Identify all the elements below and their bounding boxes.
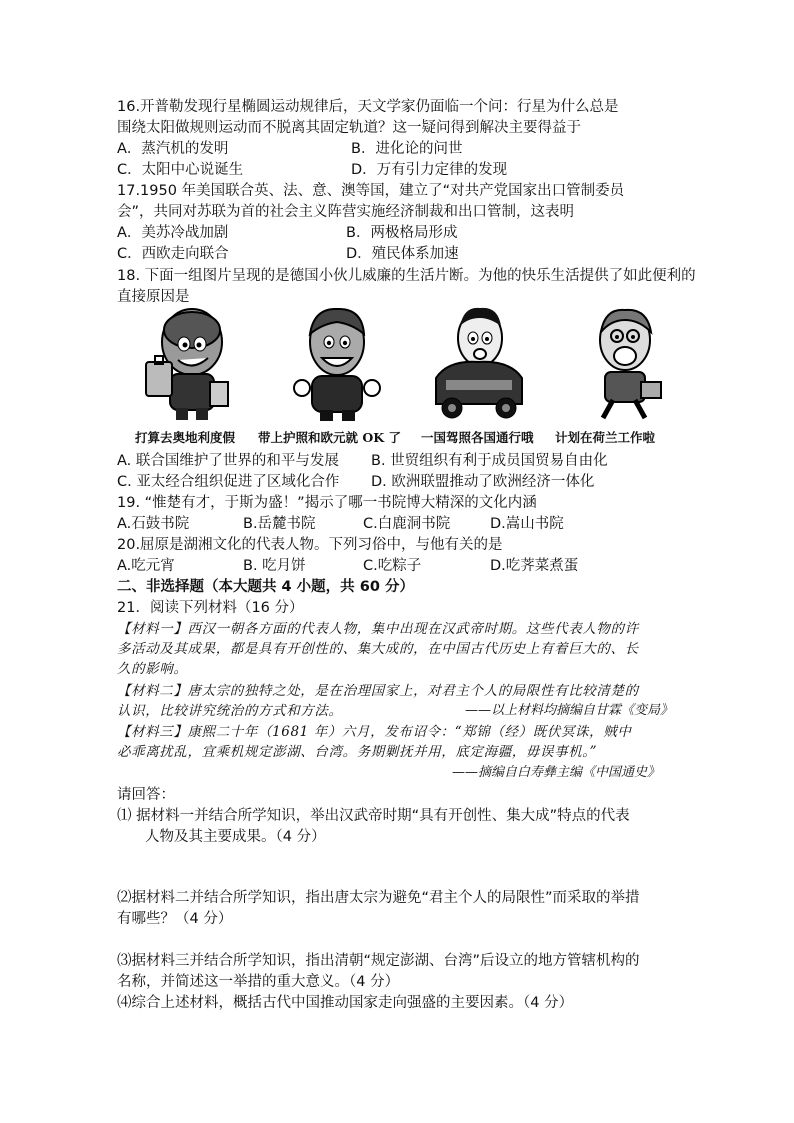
q18-stem-line2: 直接原因是 — [117, 289, 190, 305]
q20-stem: 20.屈原是湖湘文化的代表人物。下列习俗中，与他有关的是 — [117, 537, 503, 553]
q21-ask: 请回答： — [117, 787, 175, 803]
q21-material3-source: ——摘编自白寿彝主编《中国通史》 — [452, 765, 661, 780]
q19-option-a: A.石鼓书院 — [117, 516, 190, 532]
q18-caption-3: 一国驾照各国通行哦 — [421, 430, 534, 445]
q16-stem-line1: 16.开普勒发现行星椭圆运动规律后，天文学家仍面临一个问：行星为什么总是 — [117, 99, 619, 115]
q21-material1-line3: 久的影响。 — [117, 661, 188, 677]
q18-option-b: B. 世贸组织有利于成员国贸易自由化 — [371, 453, 608, 469]
q21-material2-line1: 【材料二】唐太宗的独特之处，是在治理国家上，对君主个人的局限性有比较清楚的 — [117, 683, 639, 699]
q17-stem-line1: 17.1950 年美国联合英、法、意、澳等国，建立了“对共产党国家出口管制委员 — [117, 183, 625, 199]
q20-option-a: A.吃元宵 — [117, 558, 175, 574]
q20-option-d: D.吃荠菜煮蛋 — [490, 558, 579, 574]
q21-material3-line1: 【材料三】康熙二十年（1681 年）六月，发布诏令：“郑锦（经）既伏冥诛，贼中 — [117, 724, 632, 740]
q21-sub2-line1: ⑵据材料二并结合所学知识，指出唐太宗为避免“君主个人的局限性”而采取的举措 — [117, 890, 640, 906]
q21-material1-line1: 【材料一】西汉一朝各方面的代表人物，集中出现在汉武帝时期。这些代表人物的许 — [117, 621, 639, 637]
q18-option-a: A. 联合国维护了世界的和平与发展 — [117, 453, 339, 469]
q21-material2-source: ——以上材料均摘编自甘霖《变局》 — [465, 703, 674, 718]
q19-stem: 19. “惟楚有才，于斯为盛！”揭示了哪一书院博大精深的文化内涵 — [117, 495, 537, 511]
q21-sub1-line2: 人物及其主要成果。（4 分） — [145, 829, 326, 845]
q16-option-a: A．蒸汽机的发明 — [117, 141, 229, 157]
q21-sub3-line2: 名称，并简述这一举措的重大意义。（4 分） — [117, 974, 400, 990]
q17-option-d: D．殖民体系加速 — [346, 246, 459, 262]
q18-caption-1: 打算去奥地利度假 — [135, 430, 236, 445]
q20-option-b: B. 吃月饼 — [243, 558, 306, 574]
q17-option-a: A．美苏冷战加剧 — [117, 225, 229, 241]
q17-stem-line2: 会”，共同对苏联为首的社会主义阵营实施经济制裁和出口管制，这表明 — [117, 204, 575, 220]
q21-material2-line2: 认识，比较讲究统治的方式和方法。 — [117, 703, 343, 719]
q21-sub3-line1: ⑶据材料三并结合所学知识，指出清朝“规定澎湖、台湾”后设立的地方管辖机构的 — [117, 953, 640, 969]
q19-option-c: C.白鹿洞书院 — [363, 516, 451, 532]
q21-sub2-line2: 有哪些？（4 分） — [117, 911, 233, 927]
q18-option-d: D. 欧洲联盟推动了欧洲经济一体化 — [371, 474, 595, 490]
q17-option-c: C．西欧走向联合 — [117, 246, 229, 262]
q19-option-d: D.嵩山书院 — [490, 516, 564, 532]
q16-stem-line2: 围绕太阳做规则运动而不脱离其固定轨道？这一疑问得到解决主要得益于 — [117, 120, 581, 136]
cartoon-vacation-image — [140, 300, 240, 425]
section-two-heading: 二、非选择题（本大题共 4 小题，共 60 分） — [117, 579, 414, 595]
q18-caption-4: 计划在荷兰工作啦 — [555, 430, 656, 445]
q16-option-c: C．太阳中心说诞生 — [117, 162, 244, 178]
q18-caption-2: 带上护照和欧元就 OK 了 — [258, 430, 401, 445]
q17-option-b: B．两极格局形成 — [346, 225, 458, 241]
cartoon-work-image — [583, 300, 668, 425]
q21-title: 21．阅读下列材料（16 分） — [117, 600, 304, 616]
cartoon-passport-image — [292, 300, 382, 425]
q16-option-d: D．万有引力定律的发现 — [351, 162, 508, 178]
q18-stem-line1: 18. 下面一组图片呈现的是德国小伙儿威廉的生活片断。为他的快乐生活提供了如此便利的 — [117, 268, 696, 284]
q16-option-b: B．进化论的问世 — [351, 141, 463, 157]
q19-option-b: B.岳麓书院 — [243, 516, 316, 532]
cartoon-car-image — [428, 300, 528, 425]
q18-option-c: C. 亚太经合组织促进了区域化合作 — [117, 474, 340, 490]
q20-option-c: C.吃粽子 — [363, 558, 422, 574]
q21-sub4-line1: ⑷综合上述材料，概括古代中国推动国家走向强盛的主要因素。（4 分） — [117, 995, 574, 1011]
q21-material1-line2: 多活动及其成果，都是具有开创性的、集大成的，在中国古代历史上有着巨大的、长 — [117, 641, 639, 657]
q21-material3-line2: 必乖离扰乱，宜乘机规定澎湖、台湾。务期剿抚并用，底定海疆，毋误事机。” — [117, 744, 598, 760]
q21-sub1-line1: ⑴ 据材料一并结合所学知识，举出汉武帝时期“具有开创性、集大成”特点的代表 — [117, 808, 630, 824]
